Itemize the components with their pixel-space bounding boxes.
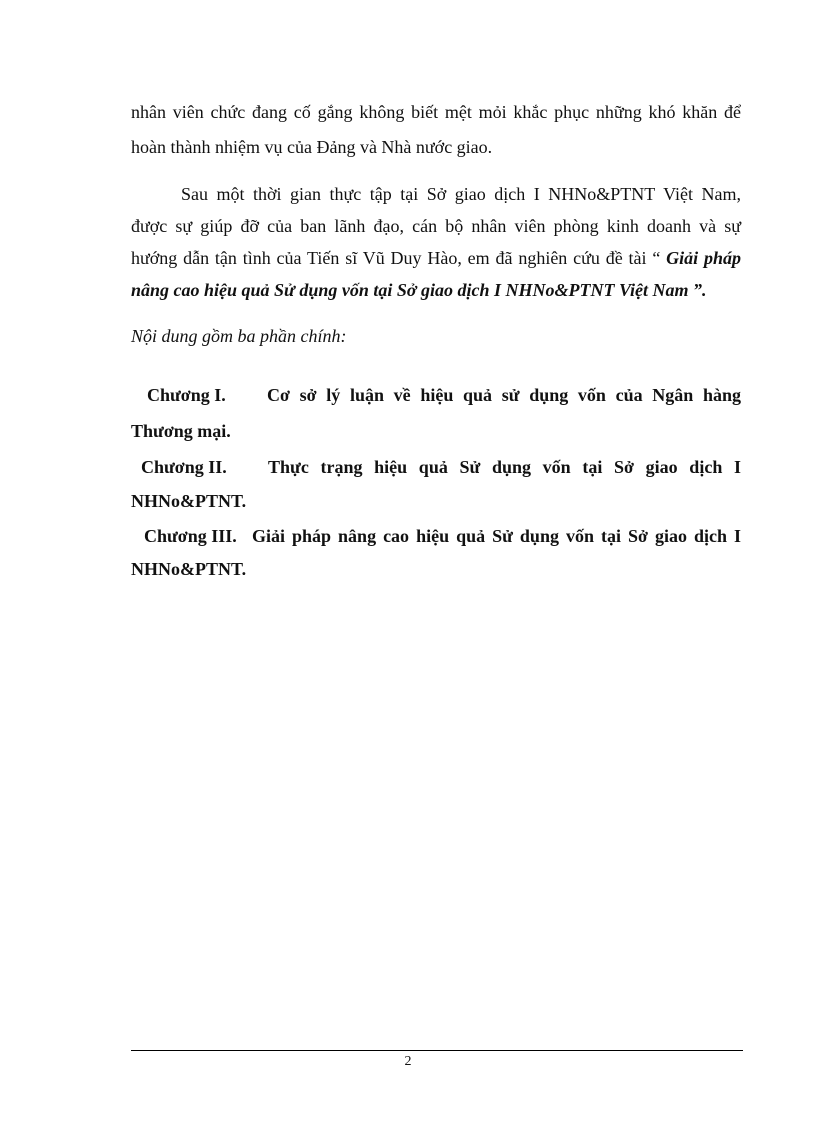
thesis-title-part-2: nâng cao hiệu quả Sử dụng vốn tại Sở giao dịch I NHNo&PTNT Việt Nam bbox=[131, 280, 689, 300]
paragraph-2-line-4 bbox=[131, 278, 707, 302]
paragraph-1-line-2: hoàn thành nhiệm vụ của Đảng và Nhà nước giao. bbox=[131, 137, 493, 157]
chapter-2-title-line-2: NHNo&PTNT. bbox=[131, 491, 247, 511]
paragraph-2-line-3 bbox=[131, 246, 741, 270]
chapter-1-title-line-1: Cơ sở lý luận về hiệu quả sử dụng vốn của Ngân hàng bbox=[267, 385, 741, 405]
content-intro: Nội dung gồm ba phần chính: bbox=[131, 326, 347, 346]
chapter-3-title-line-2: NHNo&PTNT. bbox=[131, 559, 247, 579]
chapter-2-label: Chương II. bbox=[141, 457, 227, 477]
paragraph-2-line-1: Sau một thời gian thực tập tại Sở giao dịch I NHNo&PTNT Việt Nam, bbox=[181, 184, 741, 204]
page-number: 2 bbox=[404, 1054, 412, 1069]
paragraph-1-line-1: nhân viên chức đang cố gắng không biết mệt mỏi khắc phục những khó khăn để bbox=[131, 102, 741, 122]
paragraph-2-line-3-text: hướng dẫn tận tình của Tiến sĩ Vũ Duy Hào, em đã nghiên cứu đề tài bbox=[131, 248, 647, 268]
chapter-1-title-line-2: Thương mại. bbox=[131, 421, 231, 441]
footer-rule bbox=[131, 1050, 743, 1051]
chapter-3-title-line-1: Giải pháp nâng cao hiệu quả Sử dụng vốn tại Sở giao dịch I bbox=[252, 526, 741, 546]
chapter-1-label: Chương I. bbox=[147, 385, 226, 405]
chapter-2-title-line-1: Thực trạng hiệu quả Sử dụng vốn tại Sở giao dịch I bbox=[268, 457, 741, 477]
open-quote: “ bbox=[646, 248, 667, 268]
paragraph-2-line-2: được sự giúp đỡ của ban lãnh đạo, cán bộ nhân viên phòng kinh doanh và sự bbox=[131, 216, 741, 236]
thesis-title-part-1: Giải pháp bbox=[666, 248, 741, 268]
chapter-3-label: Chương III. bbox=[144, 526, 237, 546]
close-quote: ”. bbox=[688, 280, 707, 300]
